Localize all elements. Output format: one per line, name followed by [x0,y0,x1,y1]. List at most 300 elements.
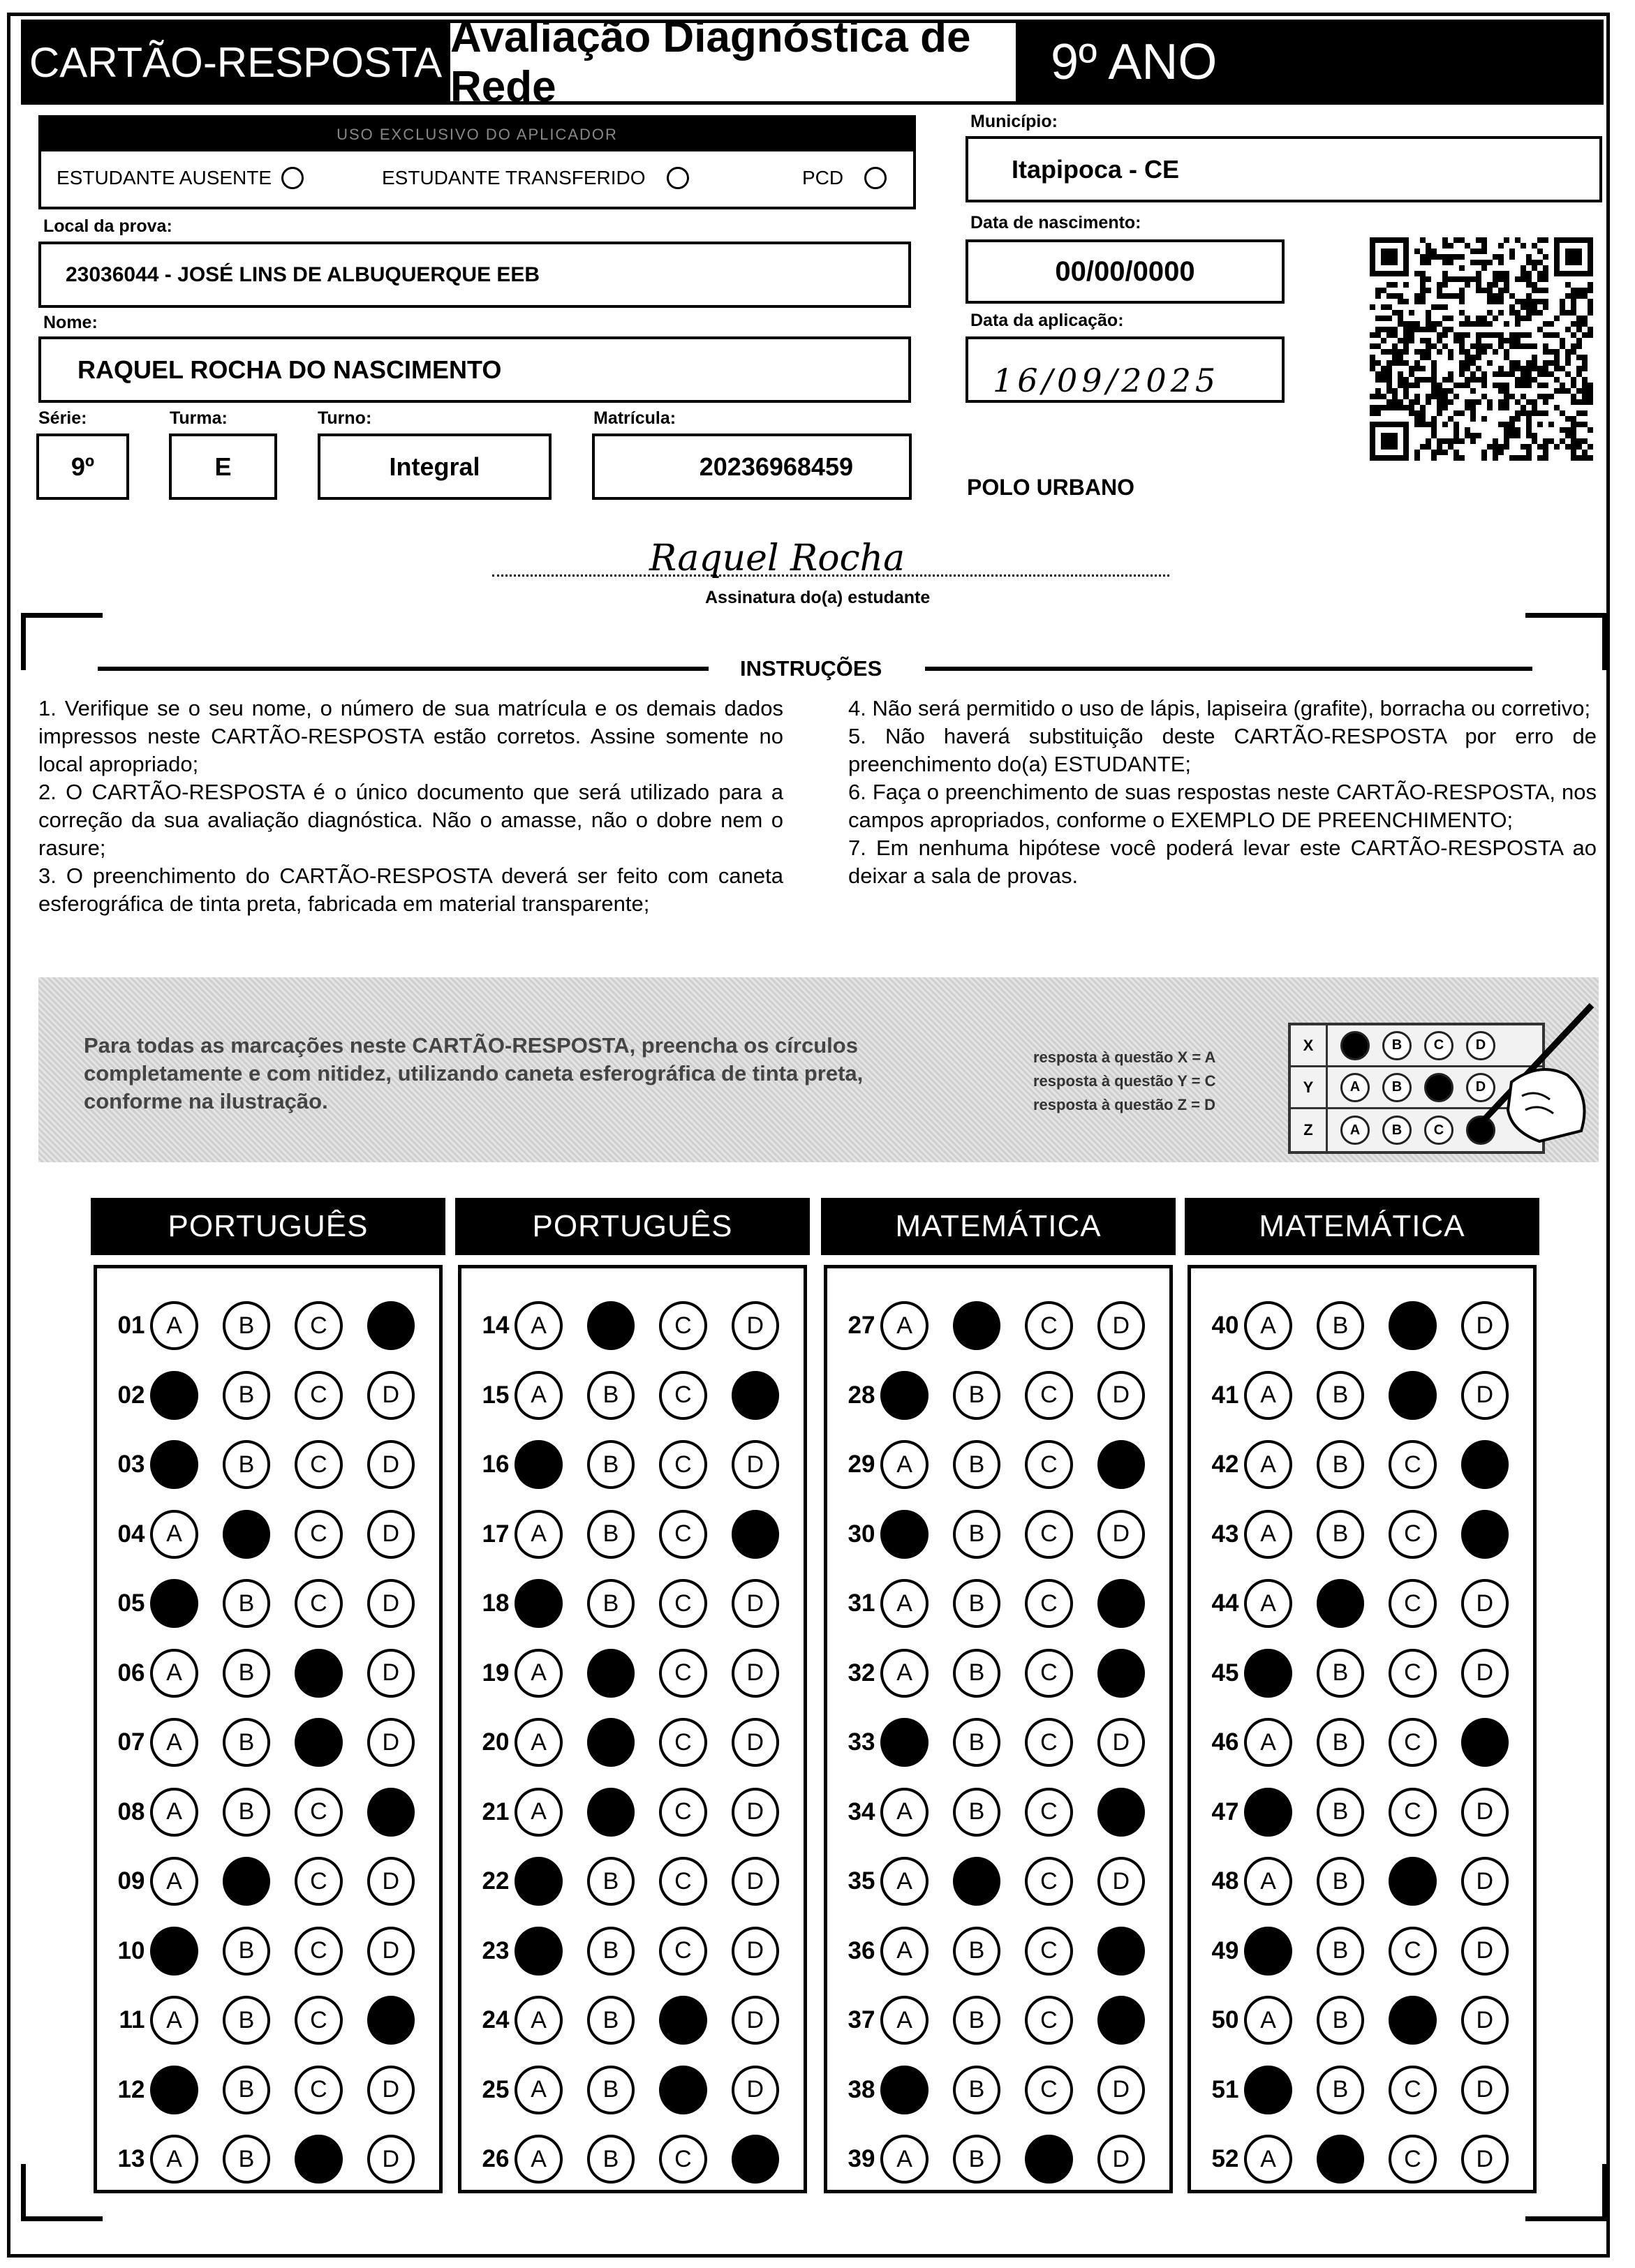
answer-bubble-c[interactable] [1025,1440,1072,1489]
answer-bubble-b[interactable] [953,1857,1000,1906]
answer-bubble-b[interactable] [587,1996,635,2045]
bubble-letter: B [968,1798,985,1825]
answer-bubble-c[interactable] [1389,1996,1436,2045]
bubble-letter: C [674,1798,692,1825]
answer-bubble-d[interactable] [367,1788,415,1837]
answer-bubble-b[interactable] [587,1510,635,1559]
answer-bubble-c[interactable] [295,2135,342,2184]
answer-bubble-d[interactable] [1461,1649,1509,1698]
card-title-text: CARTÃO-RESPOSTA [29,38,443,86]
answer-bubble-b[interactable] [1317,1301,1364,1350]
answer-bubble-d[interactable] [1097,1579,1145,1628]
answer-bubble-a[interactable] [1244,1927,1292,1976]
answer-bubble-a[interactable] [515,1579,562,1628]
answer-bubble-c[interactable] [1389,1301,1436,1350]
question-row [1191,1992,1533,2048]
answer-bubble-a[interactable] [880,2066,928,2114]
answer-bubble-d[interactable] [1097,1718,1145,1767]
example-legend-x: resposta à questão X = A [1033,1048,1216,1066]
bubble-letter: B [968,1937,985,1964]
answer-bubble-b[interactable] [587,1718,635,1767]
applicator-title-text: USO EXCLUSIVO DO APLICADOR [336,126,618,143]
answer-bubble-c[interactable] [295,1579,342,1628]
answer-bubble-b[interactable] [587,1301,635,1350]
answer-bubble-b[interactable] [953,1788,1000,1837]
answer-bubble-c[interactable] [1025,1788,1072,1837]
bubble-letter: C [674,1937,692,1964]
answer-bubble-c[interactable] [1025,1857,1072,1906]
question-row [461,1923,804,1979]
answer-bubble-c[interactable] [1025,1371,1072,1420]
answer-bubble-c[interactable] [1389,1649,1436,1698]
answer-bubble-a[interactable] [880,1579,928,1628]
answer-bubble-d[interactable] [1461,1927,1509,1976]
answer-bubble-c[interactable] [1025,2066,1072,2114]
bubble-letter: D [746,1589,764,1617]
answer-bubble-b[interactable] [1317,1857,1364,1906]
answer-bubble-d[interactable] [732,1440,779,1489]
answer-bubble-c[interactable] [295,1857,342,1906]
answer-bubble-a[interactable] [515,2135,562,2184]
answer-bubble-b[interactable] [223,1649,270,1698]
question-number: 08 [117,1798,145,1825]
answer-bubble-c[interactable] [295,1649,342,1698]
answer-bubble-b[interactable] [1317,1371,1364,1420]
answer-bubble-a[interactable] [1244,1857,1292,1906]
transferred-circle[interactable] [667,167,689,189]
bubble-letter: A [1260,1451,1276,1478]
answer-bubble-b[interactable] [223,1440,270,1489]
answer-bubble-c[interactable] [295,1927,342,1976]
example-row-label: X [1291,1025,1328,1065]
question-row [827,1853,1169,1909]
answer-bubble-c[interactable] [295,1510,342,1559]
answer-bubble-d[interactable] [1461,1510,1509,1559]
matricula-label: Matrícula: [593,408,676,428]
answer-bubble-c[interactable] [1389,1510,1436,1559]
question-row [1191,1437,1533,1492]
answer-bubble-c[interactable] [1389,2066,1436,2114]
bubble-letter: A [896,1451,912,1478]
answer-bubble-c[interactable] [1389,1579,1436,1628]
answer-bubble-a[interactable] [150,1857,198,1906]
question-row [461,1714,804,1770]
question-number: 46 [1211,1728,1239,1756]
answer-bubble-d[interactable] [1461,1301,1509,1350]
answer-bubble-a[interactable] [150,1510,198,1559]
answer-bubble-c[interactable] [659,1301,706,1350]
answer-bubble-d[interactable] [1097,1857,1145,1906]
question-number: 27 [848,1312,875,1339]
answer-bubble-b[interactable] [1317,1788,1364,1837]
answer-bubble-c[interactable] [1025,1996,1072,2045]
answer-bubble-b[interactable] [953,1927,1000,1976]
answer-bubble-a[interactable] [515,2066,562,2114]
answer-bubble-a[interactable] [1244,1718,1292,1767]
bubble-letter: B [968,1659,985,1686]
applicator-title [41,118,913,151]
grade-text: 9º ANO [1051,34,1218,90]
question-row [827,2131,1169,2187]
answer-bubble-c[interactable] [1389,1857,1436,1906]
answer-bubble-a[interactable] [1244,1440,1292,1489]
corner-mark-bottom-left [21,2164,103,2221]
answer-bubble-a[interactable] [880,1718,928,1767]
answer-bubble-c[interactable] [659,1996,706,2045]
answer-bubble-d[interactable] [732,1788,779,1837]
answer-bubble-d[interactable] [732,2066,779,2114]
answer-bubble-a[interactable] [1244,1579,1292,1628]
answer-bubble-d[interactable] [367,2135,415,2184]
absent-option[interactable] [57,167,304,189]
answer-bubble-b[interactable] [587,1579,635,1628]
question-row [97,1645,439,1701]
answer-bubble-d[interactable] [367,2066,415,2114]
answer-bubble-b[interactable] [223,1788,270,1837]
answer-bubble-a[interactable] [880,1371,928,1420]
answer-bubble-b[interactable] [953,1996,1000,2045]
question-row [1191,1784,1533,1840]
answer-bubble-d[interactable] [367,1440,415,1489]
answer-bubble-d[interactable] [367,1579,415,1628]
bubble-letter: B [238,1381,255,1408]
birthdate-label: Data de nascimento: [970,213,1141,232]
question-number: 36 [848,1936,875,1964]
answer-bubble-c[interactable] [295,1371,342,1420]
answer-bubble-c[interactable] [1025,1579,1072,1628]
answer-bubble-d[interactable] [732,1371,779,1420]
answer-bubble-a[interactable] [1244,1371,1292,1420]
answer-bubble-c[interactable] [1389,1788,1436,1837]
answer-bubble-a[interactable] [880,2135,928,2184]
answer-bubble-d[interactable] [1097,1510,1145,1559]
answer-bubble-c[interactable] [295,1301,342,1350]
question-row [461,1853,804,1909]
bubble-letter: B [968,2145,985,2172]
answer-bubble-a[interactable] [150,1579,198,1628]
answer-bubble-c[interactable] [659,1371,706,1420]
answer-bubble-c[interactable] [659,1857,706,1906]
answer-bubble-a[interactable] [515,1649,562,1698]
example-legend-z: resposta à questão Z = D [1033,1096,1216,1113]
answer-bubble-b[interactable] [223,1579,270,1628]
answer-bubble-b[interactable] [223,2066,270,2114]
answer-bubble-a[interactable] [150,1440,198,1489]
answer-bubble-a[interactable] [150,1927,198,1976]
answer-bubble-b[interactable] [223,2135,270,2184]
answer-bubble-d[interactable] [732,1510,779,1559]
answer-bubble-c[interactable] [1025,1510,1072,1559]
answer-bubble-a[interactable] [515,1996,562,2045]
answer-bubble-a[interactable] [150,1649,198,1698]
answer-bubble-d[interactable] [732,1579,779,1628]
column-header-1: PORTUGUÊS [91,1198,445,1255]
answer-bubble-c[interactable] [295,1788,342,1837]
answer-bubble-c[interactable] [295,1996,342,2045]
question-row [827,1437,1169,1492]
bubble-letter: A [531,2076,547,2103]
bubble-letter: C [1404,1589,1421,1617]
answer-bubble-a[interactable] [1244,1996,1292,2045]
answer-bubble-d[interactable] [1461,1996,1509,2045]
answer-bubble-b[interactable] [223,1927,270,1976]
answer-bubble-b[interactable] [587,1788,635,1837]
bubble-letter: A [1260,1867,1276,1895]
answer-bubble-a[interactable] [150,1301,198,1350]
answer-bubble-a[interactable] [150,1788,198,1837]
answer-bubble-b[interactable] [953,1371,1000,1420]
answer-bubble-d[interactable] [732,1649,779,1698]
answer-bubble-a[interactable] [880,1510,928,1559]
question-row [827,1714,1169,1770]
answer-bubble-d[interactable] [1097,1440,1145,1489]
answer-bubble-b[interactable] [953,2135,1000,2184]
answer-bubble-c[interactable] [659,1649,706,1698]
bubble-letter: B [602,1867,619,1895]
question-row [827,1645,1169,1701]
answer-bubble-b[interactable] [587,1857,635,1906]
answer-bubble-d[interactable] [367,1718,415,1767]
answer-bubble-d[interactable] [367,1996,415,2045]
answer-bubble-b[interactable] [587,2135,635,2184]
answer-bubble-b[interactable] [587,2066,635,2114]
bubble-letter: B [602,1451,619,1478]
answer-bubble-a[interactable] [515,1718,562,1767]
answer-bubble-a[interactable] [880,1996,928,2045]
answer-bubble-c[interactable] [659,1718,706,1767]
answer-bubble-b[interactable] [223,1301,270,1350]
answer-bubble-d[interactable] [1461,1718,1509,1767]
transferred-label: ESTUDANTE TRANSFERIDO [382,167,646,188]
answer-bubble-a[interactable] [150,2135,198,2184]
answer-bubble-d[interactable] [1097,1927,1145,1976]
bubble-letter: B [602,2076,619,2103]
answer-bubble-d[interactable] [1461,2135,1509,2184]
answer-bubble-b[interactable] [1317,1927,1364,1976]
answer-bubble-b[interactable] [1317,1510,1364,1559]
answer-bubble-b[interactable] [1317,1649,1364,1698]
answer-bubble-d[interactable] [367,1927,415,1976]
answer-bubble-a[interactable] [150,2066,198,2114]
example-bubble-letter: D [1475,1079,1486,1095]
question-row [97,1437,439,1492]
answer-bubble-a[interactable] [1244,2135,1292,2184]
question-row [461,1576,804,1631]
answer-bubble-a[interactable] [515,1927,562,1976]
answer-bubble-b[interactable] [223,1718,270,1767]
answer-bubble-a[interactable] [515,1857,562,1906]
answer-bubble-d[interactable] [367,1649,415,1698]
bubble-letter: D [746,1312,764,1339]
answer-bubble-a[interactable] [515,1440,562,1489]
pcd-circle[interactable] [864,167,887,189]
answer-bubble-d[interactable] [1097,2066,1145,2114]
answer-bubble-b[interactable] [223,1996,270,2045]
answer-bubble-b[interactable] [587,1649,635,1698]
answer-bubble-d[interactable] [1097,2135,1145,2184]
bubble-letter: C [1404,1520,1421,1547]
answer-bubble-c[interactable] [1025,1927,1072,1976]
answer-bubble-a[interactable] [1244,1788,1292,1837]
answer-bubble-c[interactable] [1389,1371,1436,1420]
corner-mark-top-right [1525,613,1607,670]
answer-bubble-b[interactable] [1317,1996,1364,2045]
instruction-2: 2. O CARTÃO-RESPOSTA é o único documento que será utilizado para a correção da sua avaliação diagnóstica. Não o amasse, não o dobre nem o rasure; [38,780,783,860]
answer-bubble-d[interactable] [1097,1301,1145,1350]
answer-bubble-c[interactable] [659,1510,706,1559]
bubble-letter: A [896,1937,912,1964]
answer-bubble-b[interactable] [953,2066,1000,2114]
answer-bubble-a[interactable] [150,1996,198,2045]
answer-bubble-c[interactable] [1025,1649,1072,1698]
answer-bubble-b[interactable] [1317,1440,1364,1489]
answer-bubble-b[interactable] [953,1440,1000,1489]
answer-bubble-c[interactable] [1025,1718,1072,1767]
answer-bubble-a[interactable] [515,1510,562,1559]
answer-bubble-b[interactable] [953,1718,1000,1767]
answer-bubble-d[interactable] [1461,1371,1509,1420]
answer-bubble-d[interactable] [367,1857,415,1906]
answer-bubble-a[interactable] [880,1857,928,1906]
answer-bubble-d[interactable] [732,2135,779,2184]
answer-bubble-c[interactable] [1389,2135,1436,2184]
absent-circle[interactable] [281,167,304,189]
answer-bubble-a[interactable] [1244,1510,1292,1559]
answer-bubble-c[interactable] [1025,2135,1072,2184]
answer-bubble-d[interactable] [732,1927,779,1976]
answer-bubble-a[interactable] [515,1301,562,1350]
answer-bubble-b[interactable] [1317,2135,1364,2184]
bubble-letter: C [1040,1937,1058,1964]
bubble-letter: D [1112,1520,1130,1547]
answer-bubble-b[interactable] [587,1371,635,1420]
answer-bubble-c[interactable] [1389,1718,1436,1767]
example-bubble-letter: B [1391,1079,1403,1095]
answer-bubble-c[interactable] [1389,1440,1436,1489]
pcd-label: PCD [802,167,844,188]
card-title [21,20,450,105]
bubble-letter: D [382,1728,400,1756]
answer-bubble-a[interactable] [1244,1301,1292,1350]
question-row [461,1784,804,1840]
answer-bubble-d[interactable] [367,1371,415,1420]
answer-bubble-d[interactable] [367,1301,415,1350]
answer-bubble-c[interactable] [295,1718,342,1767]
serie-label: Série: [38,408,87,428]
answer-bubble-b[interactable] [953,1649,1000,1698]
answer-bubble-a[interactable] [880,1649,928,1698]
answer-bubble-c[interactable] [1389,1927,1436,1976]
question-row [461,1437,804,1492]
bubble-letter: A [166,1312,182,1339]
answer-bubble-b[interactable] [223,1510,270,1559]
answer-bubble-c[interactable] [659,2066,706,2114]
bubble-letter: D [382,1937,400,1964]
bubble-letter: B [602,1589,619,1617]
answer-bubble-d[interactable] [732,1857,779,1906]
answer-bubble-d[interactable] [1461,1440,1509,1489]
answer-bubble-d[interactable] [1461,1857,1509,1906]
answer-bubble-a[interactable] [515,1788,562,1837]
answer-bubble-a[interactable] [880,1440,928,1489]
answer-bubble-d[interactable] [732,1996,779,2045]
bubble-letter: C [310,2076,327,2103]
answer-bubble-c[interactable] [659,1927,706,1976]
bubble-letter: B [1332,1937,1349,1964]
answer-bubble-d[interactable] [1461,1579,1509,1628]
answer-bubble-a[interactable] [1244,2066,1292,2114]
answer-bubble-a[interactable] [880,1788,928,1837]
bubble-letter: D [1476,2006,1494,2033]
answer-bubble-b[interactable] [953,1510,1000,1559]
answer-bubble-c[interactable] [1025,1301,1072,1350]
question-number: 03 [117,1451,145,1478]
transferred-option[interactable] [382,167,689,189]
answer-bubble-a[interactable] [150,1371,198,1420]
answer-bubble-b[interactable] [223,1371,270,1420]
bubble-letter: B [1332,2076,1349,2103]
answer-bubble-b[interactable] [1317,1579,1364,1628]
answer-bubble-b[interactable] [953,1301,1000,1350]
question-number: 02 [117,1381,145,1409]
applicator-box [38,115,916,209]
answer-bubble-b[interactable] [223,1857,270,1906]
answer-bubble-d[interactable] [1097,1996,1145,2045]
instructions-rule-right [925,667,1532,671]
bubble-letter: C [1404,1659,1421,1686]
answer-bubble-c[interactable] [659,1440,706,1489]
bubble-letter: B [1332,2006,1349,2033]
bubble-letter: D [382,1589,400,1617]
pcd-option[interactable] [802,167,887,189]
answer-bubble-a[interactable] [150,1718,198,1767]
answer-bubble-a[interactable] [880,1927,928,1976]
answer-bubble-a[interactable] [515,1371,562,1420]
answer-bubble-b[interactable] [587,1927,635,1976]
answer-bubble-d[interactable] [1097,1649,1145,1698]
answer-bubble-d[interactable] [732,1301,779,1350]
question-number: 04 [117,1520,145,1548]
bubble-letter: C [1040,1659,1058,1686]
answer-bubble-c[interactable] [659,1579,706,1628]
answer-bubble-c[interactable] [659,2135,706,2184]
answer-bubble-d[interactable] [367,1510,415,1559]
answer-bubble-b[interactable] [953,1579,1000,1628]
answer-bubble-d[interactable] [1097,1788,1145,1837]
answer-bubble-a[interactable] [1244,1649,1292,1698]
bubble-letter: D [1112,2145,1130,2172]
bubble-letter: C [310,1312,327,1339]
answer-bubble-b[interactable] [587,1440,635,1489]
answer-bubble-a[interactable] [880,1301,928,1350]
question-row [827,1368,1169,1423]
bubble-letter: D [1476,1937,1494,1964]
bubble-letter: C [310,1798,327,1825]
example-bubble-a [1340,1031,1370,1060]
answer-bubble-d[interactable] [1461,2066,1509,2114]
answer-bubble-d[interactable] [1461,1788,1509,1837]
answer-bubble-b[interactable] [1317,1718,1364,1767]
answer-bubble-c[interactable] [295,2066,342,2114]
answer-bubble-b[interactable] [1317,2066,1364,2114]
bubble-letter: B [238,2006,255,2033]
answer-bubble-d[interactable] [732,1718,779,1767]
answer-bubble-d[interactable] [1097,1371,1145,1420]
bubble-letter: C [1404,1728,1421,1756]
question-row [1191,1714,1533,1770]
answer-bubble-c[interactable] [295,1440,342,1489]
answer-bubble-c[interactable] [659,1788,706,1837]
